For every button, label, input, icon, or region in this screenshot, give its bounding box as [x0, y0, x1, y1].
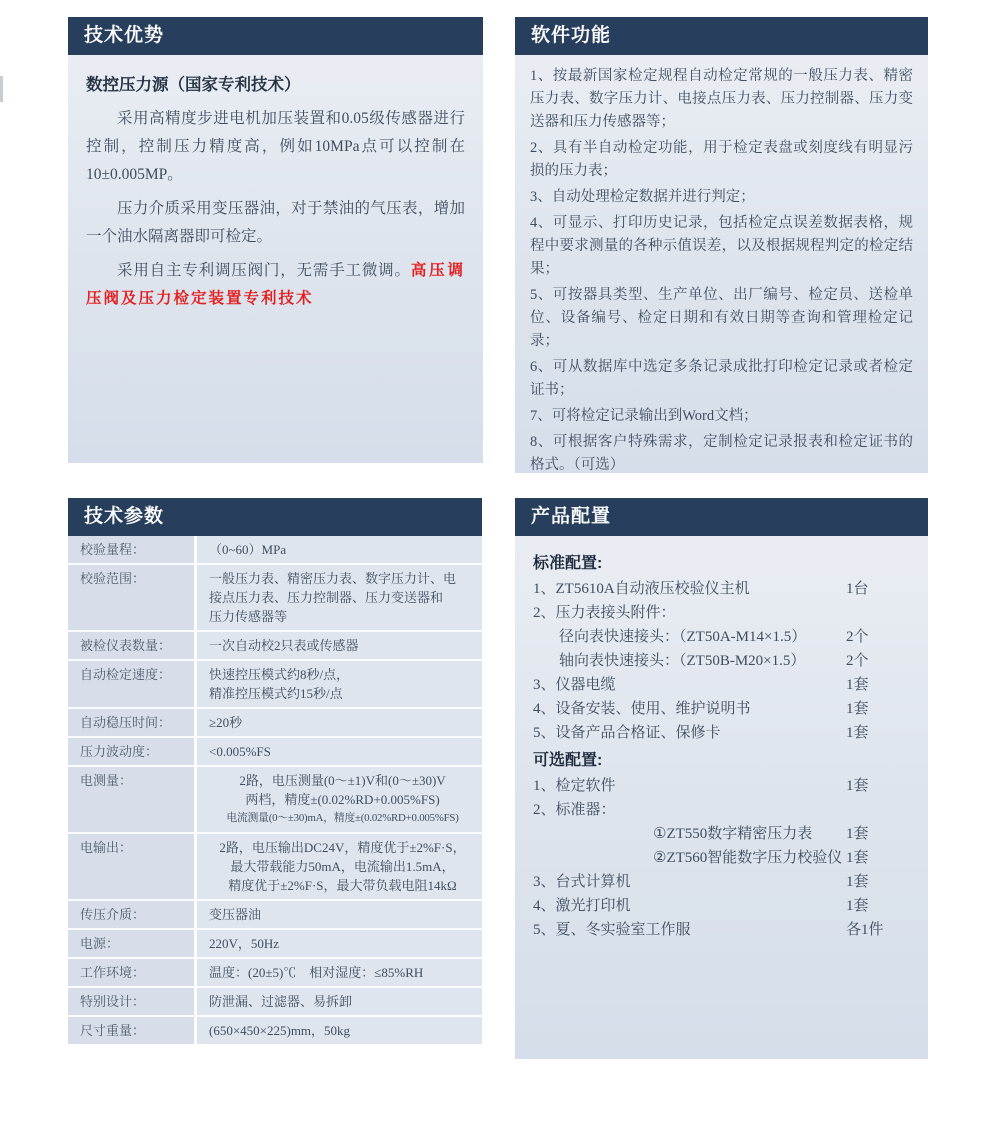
product-config-header: 产品配置 [515, 498, 928, 536]
param-value-line: 压力传感器等 [209, 609, 288, 624]
param-value-line: （0~60）MPa [209, 542, 287, 557]
software-feature-item: 6、可从数据库中选定多条记录成批打印检定记录或者检定证书； [530, 359, 913, 398]
param-label: 传压介质： [68, 901, 194, 928]
param-row [68, 565, 482, 630]
param-label: 自动稳压时间： [68, 709, 194, 736]
param-label: 特别设计： [68, 988, 194, 1015]
param-value [197, 1017, 482, 1044]
tech-advantages-panel [68, 17, 483, 463]
param-row [68, 632, 482, 659]
config-item-text: 轴向表快速接头：（ZT50B-M20×1.5） [559, 653, 806, 669]
param-value-line: (650×450×225)mm，50kg [209, 1023, 351, 1038]
config-item-row [533, 798, 910, 822]
param-value-line: 防泄漏、过滤器、易拆卸 [209, 994, 353, 1009]
software-features-list [530, 65, 913, 477]
config-item-text: ①ZT550数字精密压力表 [653, 826, 813, 842]
param-label: 工作环境： [68, 959, 194, 986]
param-value-line: <0.005%FS [209, 744, 271, 759]
param-label: 校验范围： [68, 565, 194, 630]
param-value [197, 767, 482, 832]
param-value [197, 901, 482, 928]
config-item-text: 4、设备安装、使用、维护说明书 [533, 701, 751, 717]
software-features-panel [515, 17, 928, 473]
config-item-qty: 1套 [846, 725, 869, 741]
config-section-heading: 标准配置: [533, 555, 603, 572]
config-item-row [533, 601, 910, 625]
config-item-qty: 1套 [846, 701, 869, 717]
software-features-header: 软件功能 [515, 17, 928, 55]
config-item-qty: 1台 [846, 581, 869, 597]
config-item-text: 3、仪器电缆 [533, 677, 616, 693]
param-value-line: 接点压力表、压力控制器、压力变送器和 [209, 590, 444, 605]
software-feature-item: 8、可根据客户特殊需求，定制检定记录报表和检定证书的格式。（可选） [530, 434, 913, 473]
param-value-line: 2路，电压输出DC24V，精度优于±2%F·S， [219, 840, 466, 855]
param-value-line: 电流测量(0～±30)mA，精度±(0.02%RD+0.005%FS) [226, 812, 459, 824]
param-row [68, 988, 482, 1015]
config-item-text: 径向表快速接头：（ZT50A-M14×1.5） [559, 629, 807, 645]
param-row [68, 709, 482, 736]
param-value [197, 738, 482, 765]
config-item-qty: 1套 [846, 826, 869, 842]
config-item-row [533, 625, 910, 649]
config-item-qty: 1套 [846, 874, 869, 890]
param-row [68, 930, 482, 957]
config-item-row [533, 577, 910, 601]
param-label: 电输出： [68, 834, 194, 899]
config-item-text: 3、台式计算机 [533, 874, 631, 890]
software-feature-item: 2、具有半自动检定功能，用于检定表盘或刻度线有明显污损的压力表； [530, 140, 913, 179]
param-label: 电源： [68, 930, 194, 957]
software-feature-item: 5、可按器具类型、生产单位、出厂编号、检定员、送检单位、设备编号、检定日期和有效日期等查询和管理检定记录； [530, 287, 913, 349]
param-value-line: 温度：(20±5)℃ 相对湿度：≤85%RH [209, 965, 424, 980]
param-value [197, 988, 482, 1015]
param-value [197, 834, 482, 899]
param-row [68, 834, 482, 899]
tech-advantages-paragraph: 压力介质采用变压器油，对于禁油的气压表，增加一个油水隔离器即可检定。 [86, 200, 465, 245]
config-item-text: 2、压力表接头附件： [533, 605, 676, 621]
param-value [197, 565, 482, 630]
param-value [197, 930, 482, 957]
config-item-qty: 各1件 [846, 922, 884, 938]
param-value-line: 一次自动校2只表或传感器 [209, 638, 359, 653]
config-item-row [533, 673, 910, 697]
config-item-text: 5、设备产品合格证、保修卡 [533, 725, 721, 741]
tech-advantages-paragraph: 采用高精度步进电机加压装置和0.05级传感器进行控制，控制压力精度高，例如10MPa点可以控制在10±0.005MP。 [86, 110, 465, 183]
config-item-row [533, 721, 910, 745]
config-item-text: ②ZT560智能数字压力校验仪 [653, 850, 843, 866]
config-item-qty: 1套 [846, 850, 869, 866]
tech-params-table [68, 536, 482, 1044]
software-feature-item: 4、可显示、打印历史记录，包括检定点误差数据表格，规程中要求测量的各种示值误差，以及根据规程判定的检定结果； [530, 215, 913, 277]
config-item-row [533, 822, 910, 846]
param-value [197, 536, 482, 563]
config-item-qty [846, 798, 910, 822]
config-item-row [533, 774, 910, 798]
param-value-line: 快速控压模式约8秒/点， [209, 667, 350, 682]
tech-params-header: 技术参数 [68, 498, 482, 536]
config-item-text: 2、标准器： [533, 802, 616, 818]
product-config-sections [533, 550, 910, 942]
patent-highlight-text: 高压调压阀及压力检定装置专利技术 [86, 262, 465, 307]
config-item-row [533, 697, 910, 721]
param-value-line: 精度优于±2%F·S，最大带负载电阻14kΩ [228, 878, 457, 893]
param-row [68, 901, 482, 928]
config-item-qty: 1套 [846, 778, 869, 794]
paragraph-text: 采用自主专利调压阀门，无需手工微调。 [117, 262, 411, 279]
config-item-text: 4、激光打印机 [533, 898, 631, 914]
tech-advantages-paragraph [86, 257, 465, 313]
param-value [197, 709, 482, 736]
tech-advantages-body [68, 55, 483, 463]
param-label: 电测量： [68, 767, 194, 832]
config-item-qty: 2个 [846, 629, 869, 645]
param-value [197, 632, 482, 659]
software-features-body [515, 55, 928, 473]
param-value-line: 220V，50Hz [209, 936, 280, 951]
param-value-line: ≥20秒 [209, 715, 243, 730]
param-row [68, 536, 482, 563]
tech-params-panel [68, 498, 482, 1046]
param-value [197, 959, 482, 986]
param-row [68, 738, 482, 765]
config-item-row [533, 870, 910, 894]
param-label: 被检仪表数量： [68, 632, 194, 659]
param-label: 尺寸重量： [68, 1017, 194, 1044]
config-item-row [533, 846, 910, 870]
software-feature-item: 3、自动处理检定数据并进行判定； [530, 189, 755, 205]
config-item-qty: 1套 [846, 677, 869, 693]
tech-params-rows [68, 536, 482, 1044]
config-section-heading: 可选配置: [533, 752, 603, 769]
config-item-text: 1、检定软件 [533, 778, 616, 794]
config-item-qty: 1套 [846, 898, 869, 914]
tech-advantages-header: 技术优势 [68, 17, 483, 55]
product-config-panel [515, 498, 928, 1059]
config-item-text: 1、ZT5610A自动液压校验仪主机 [533, 581, 750, 597]
param-row [68, 661, 482, 707]
param-value-line: 一般压力表、精密压力表、数字压力计、电 [209, 571, 457, 586]
config-item-row [533, 649, 910, 673]
param-label: 压力波动度： [68, 738, 194, 765]
tech-advantages-subtitle: 数控压力源（国家专利技术） [86, 76, 301, 94]
param-value-line: 最大带载能力50mA，电流输出1.5mA， [230, 859, 455, 874]
software-feature-item: 7、可将检定记录输出到Word文档； [530, 408, 758, 424]
param-label: 自动检定速度： [68, 661, 194, 707]
param-value-line: 两档，精度±(0.02%RD+0.005%FS) [245, 792, 440, 807]
param-row [68, 959, 482, 986]
param-label: 校验量程： [68, 536, 194, 563]
param-row [68, 767, 482, 832]
config-item-text: 5、夏、冬实验室工作服 [533, 922, 691, 938]
config-item-row [533, 894, 910, 918]
param-value-line: 精准控压模式约15秒/点 [209, 686, 343, 701]
config-item-row [533, 918, 910, 942]
param-row [68, 1017, 482, 1044]
param-value [197, 661, 482, 707]
config-item-qty: 2个 [846, 653, 869, 669]
param-value-line: 变压器油 [209, 907, 262, 922]
page-edge-artifact [0, 76, 3, 102]
config-item-qty [846, 601, 910, 625]
param-value-line: 2路，电压测量(0～±1)V和(0～±30)V [239, 773, 446, 788]
software-feature-item: 1、按最新国家检定规程自动检定常规的一般压力表、精密压力表、数字压力计、电接点压力表、压力控制器、压力变送器和压力传感器等； [530, 68, 913, 130]
product-config-body [515, 536, 928, 1059]
